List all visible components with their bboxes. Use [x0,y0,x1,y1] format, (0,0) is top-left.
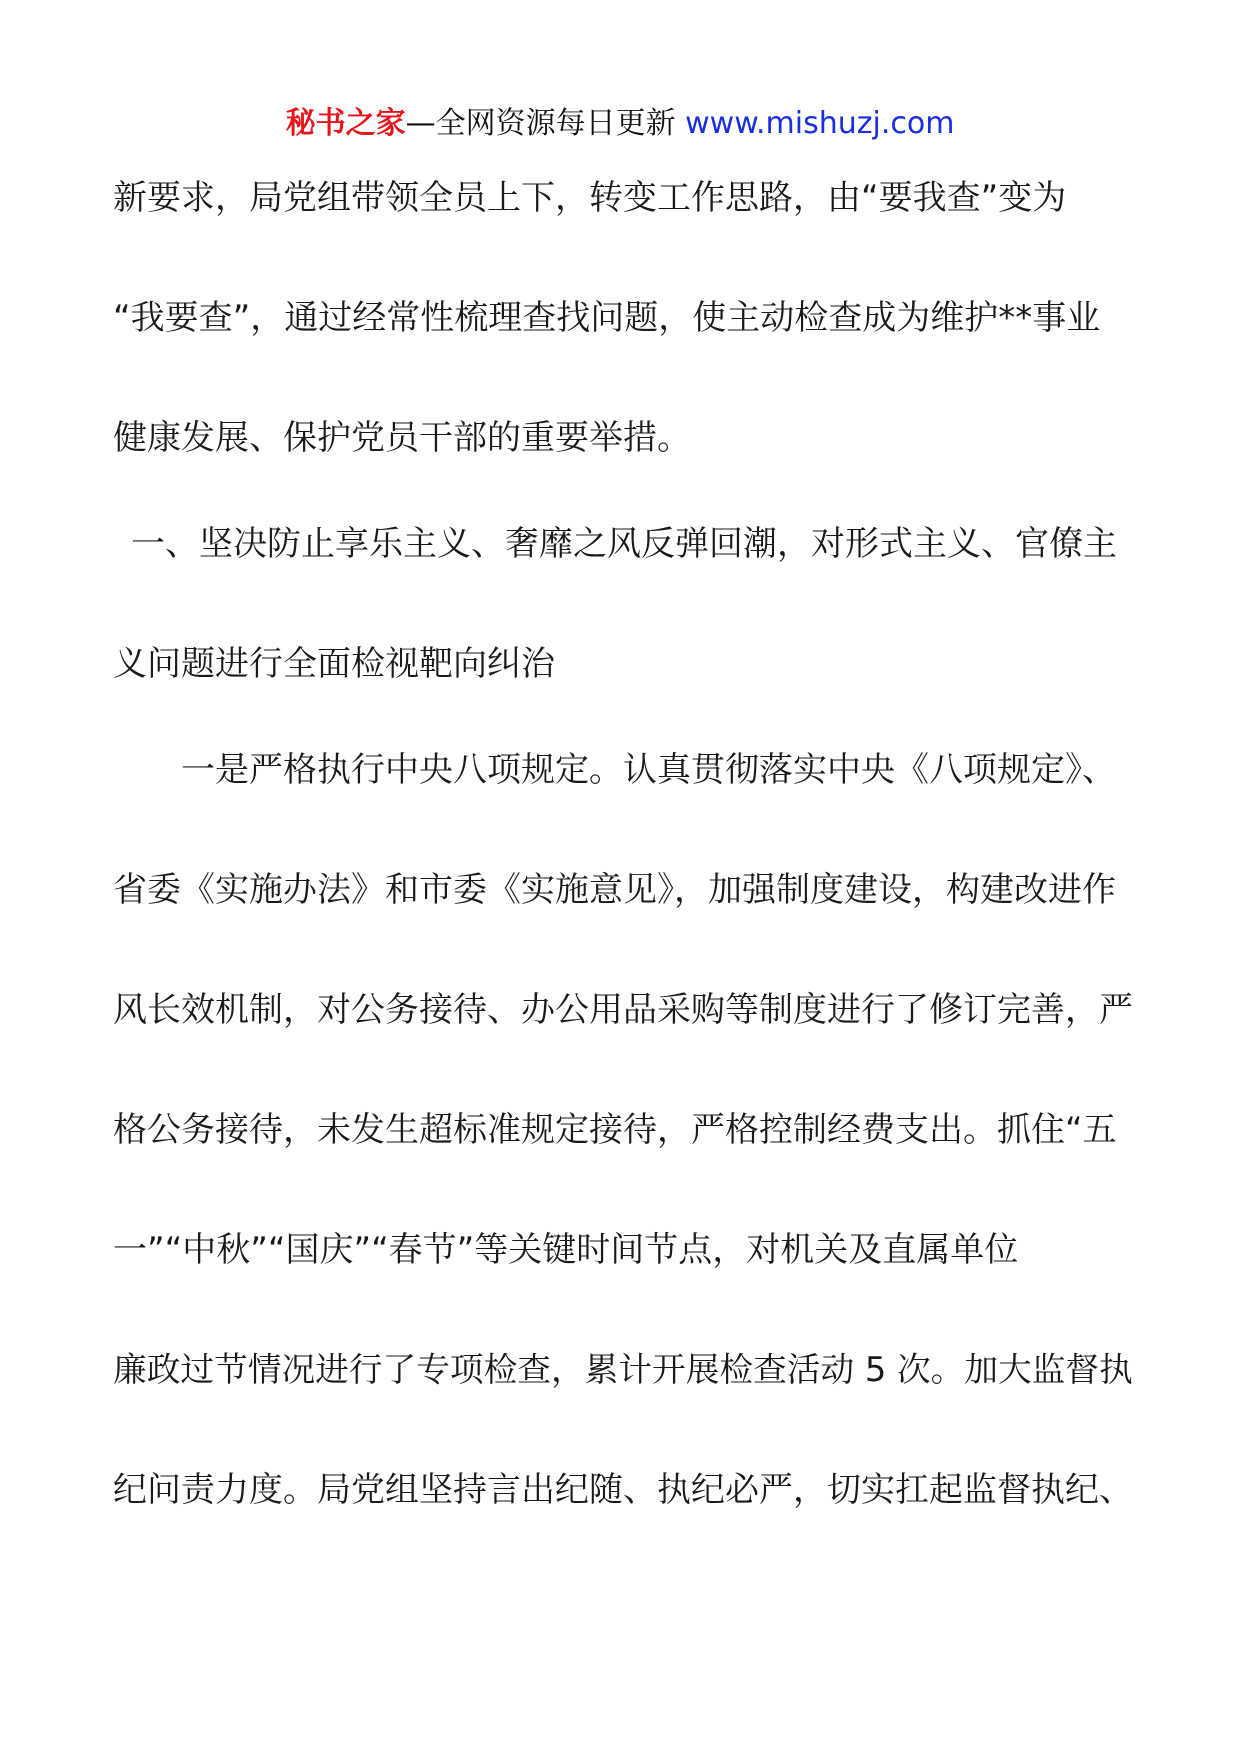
section-heading-line: 一、坚决防止享乐主义、奢靡之风反弹回潮，对形式主义、官僚主 [131,524,1117,564]
paragraph-line: “我要查”，通过经常性梳理查找问题，使主动检查成为维护**事业 [113,298,1101,338]
section-heading-line: 义问题进行全面检视靶向纠治 [113,644,555,684]
paragraph-line: 健康发展、保护党员干部的重要举措。 [113,418,691,458]
paragraph-line: 一”“中秋”“国庆”“春节”等关键时间节点，对机关及直属单位 [113,1230,1019,1270]
site-tagline: —全网资源每日更新 [405,106,686,141]
paragraph-line: 省委《实施办法》和市委《实施意见》，加强制度建设，构建改进作 [113,870,1116,910]
paragraph-line: 新要求，局党组带领全员上下，转变工作思路，由“要我查”变为 [113,178,1067,218]
paragraph-line: 风长效机制，对公务接待、办公用品采购等制度进行了修订完善，严 [113,990,1133,1030]
paragraph-line: 格公务接待，未发生超标准规定接待，严格控制经费支出。抓住“五 [113,1110,1117,1150]
paragraph-line: 一是严格执行中央八项规定。认真贯彻落实中央《八项规定》、 [181,750,1116,790]
paragraph-line: 廉政过节情况进行了专项检查，累计开展检查活动 5 次。加大监督执 [113,1350,1133,1389]
site-header [0,100,1240,148]
site-url-link[interactable]: www.mishuzj.com [685,106,955,141]
site-brand: 秘书之家 [285,106,406,141]
paragraph-line: 纪问责力度。局党组坚持言出纪随、执纪必严，切实扛起监督执纪、 [113,1470,1133,1510]
